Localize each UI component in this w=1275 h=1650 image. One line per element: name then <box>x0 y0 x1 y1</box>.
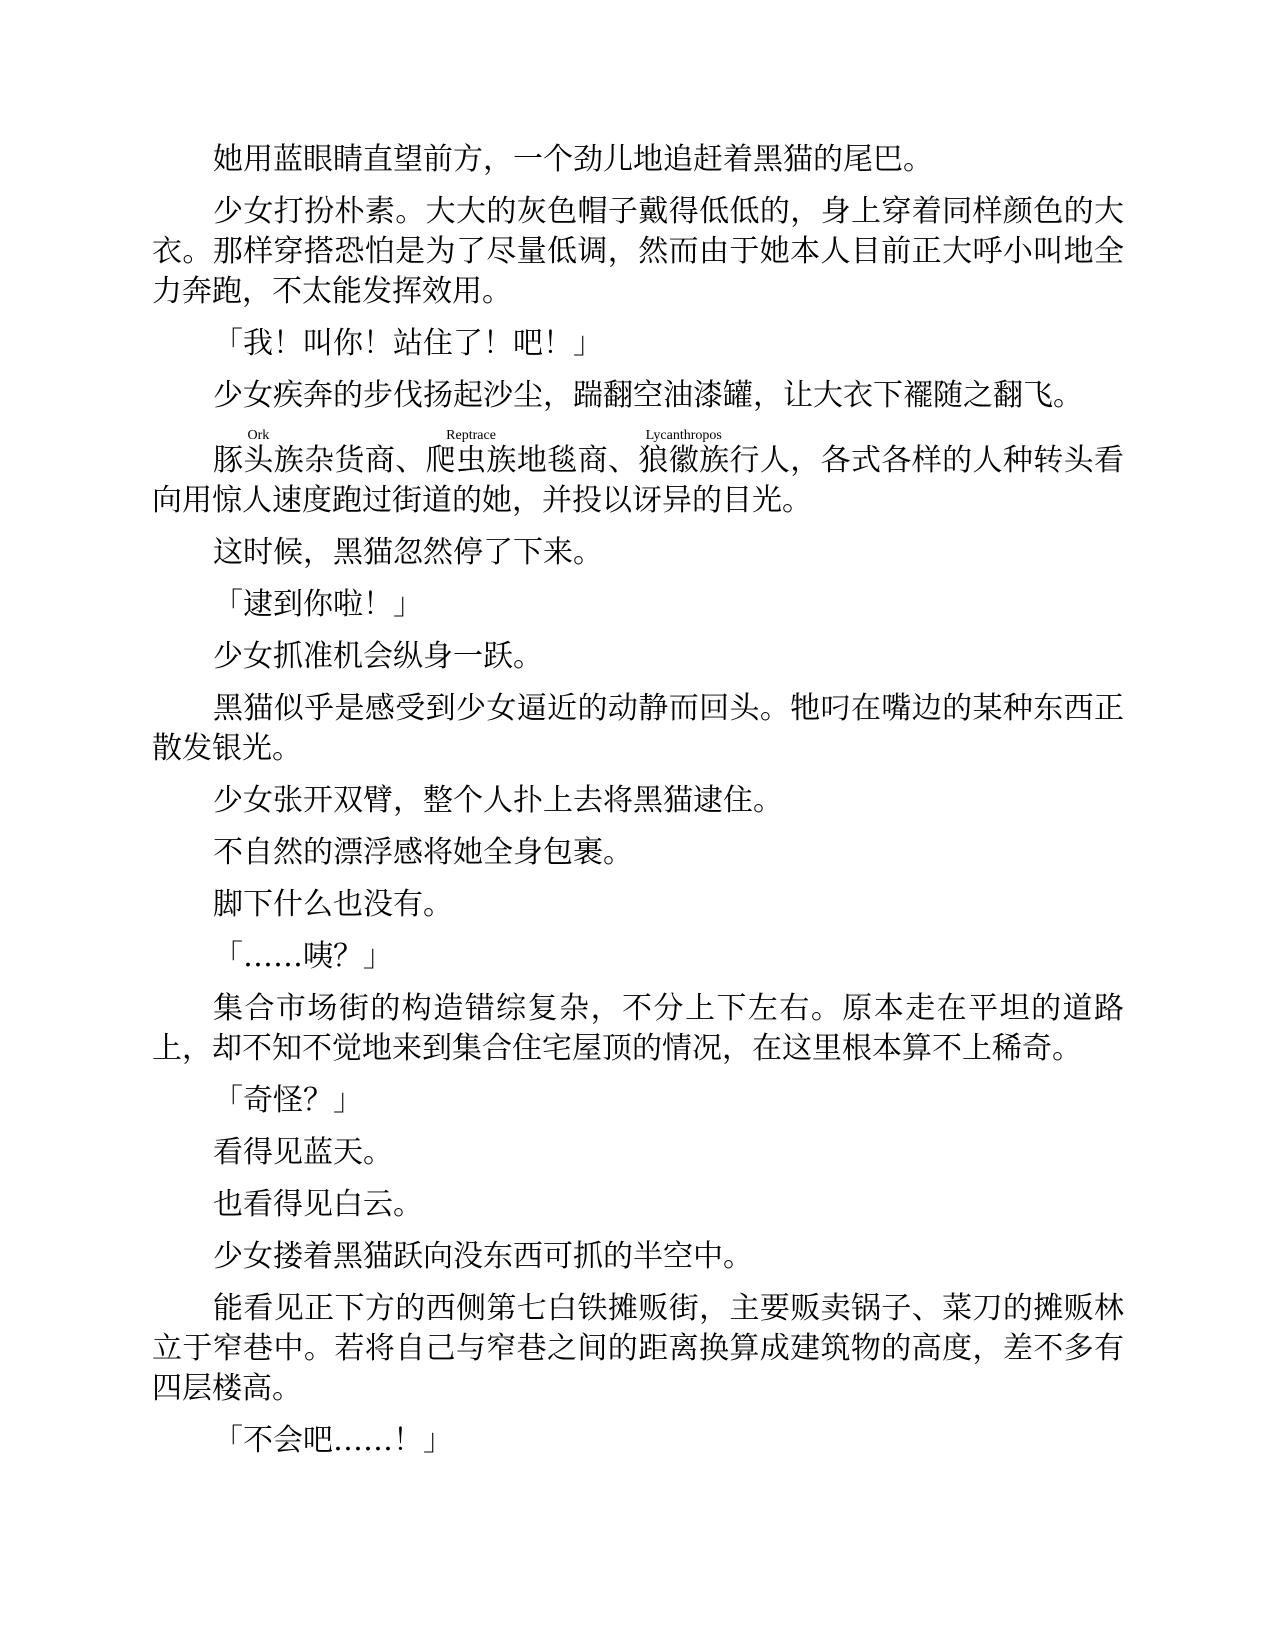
dialogue-paragraph: 「不会吧……！」 <box>213 1423 453 1458</box>
ruby-base: 豚头族 <box>213 443 305 478</box>
dialogue-paragraph: 「逮到你啦！」 <box>213 587 423 622</box>
ruby-annotation: Lycanthropos <box>638 428 730 443</box>
dialogue-paragraph: 「奇怪？」 <box>213 1083 363 1118</box>
dialogue-paragraph: 「……咦？」 <box>213 939 393 974</box>
paragraph: 她用蓝眼睛直望前方，一个劲儿地追赶着黑猫的尾巴。 <box>213 142 933 177</box>
paragraph-text: 行人，各式各样的人种转头看向用惊人速度跑过街道的她，并投以讶异的目光。 <box>152 443 1125 518</box>
ruby-paragraph <box>152 428 1124 521</box>
ruby-annotation: Ork <box>213 428 304 443</box>
paragraph: 少女搂着黑猫跃向没东西可抓的半空中。 <box>213 1239 753 1274</box>
paragraph: 脚下什么也没有。 <box>213 887 453 922</box>
ruby-base: 爬虫族 <box>425 443 517 478</box>
paragraph: 少女抓准机会纵身一跃。 <box>213 639 543 674</box>
paragraph: 也看得见白云。 <box>213 1187 423 1222</box>
ruby-term <box>638 428 730 478</box>
paragraph: 黑猫似乎是感受到少女逼近的动静而回头。牠叼在嘴边的某种东西正散发银光。 <box>152 691 1124 766</box>
paragraph: 少女疾奔的步伐扬起沙尘，踹翻空油漆罐，让大衣下襬随之翻飞。 <box>213 378 1083 413</box>
paragraph-text: 杂货商、 <box>304 443 426 478</box>
ruby-term <box>213 428 305 478</box>
body-text <box>152 140 1124 1473</box>
dialogue-paragraph: 「我！叫你！站住了！吧！」 <box>213 326 603 361</box>
paragraph-text: 地毯商、 <box>516 443 639 478</box>
paragraph: 这时候，黑猫忽然停了下来。 <box>213 535 603 570</box>
paragraph: 少女张开双臂，整个人扑上去将黑猫逮住。 <box>213 783 783 818</box>
paragraph: 少女打扮朴素。大大的灰色帽子戴得低低的，身上穿着同样颜色的大衣。那样穿搭恐怕是为了尽量低调，然而由于她本人目前正大呼小叫地全力奔跑，不太能发挥效用。 <box>152 194 1124 309</box>
ruby-base: 狼徽族 <box>638 443 730 478</box>
ruby-term <box>425 428 517 478</box>
ruby-annotation: Reptrace <box>425 428 517 443</box>
paragraph: 能看见正下方的西侧第七白铁摊贩街，主要贩卖锅子、菜刀的摊贩林立于窄巷中。若将自己与窄巷之间的距离换算成建筑物的高度，差不多有四层楼高。 <box>152 1291 1124 1406</box>
paragraph: 看得见蓝天。 <box>213 1135 393 1170</box>
paragraph: 不自然的漂浮感将她全身包裹。 <box>213 835 633 870</box>
paragraph: 集合市场街的构造错综复杂，不分上下左右。原本走在平坦的道路上，却不知不觉地来到集合住宅屋顶的情况，在这里根本算不上稀奇。 <box>152 991 1124 1066</box>
